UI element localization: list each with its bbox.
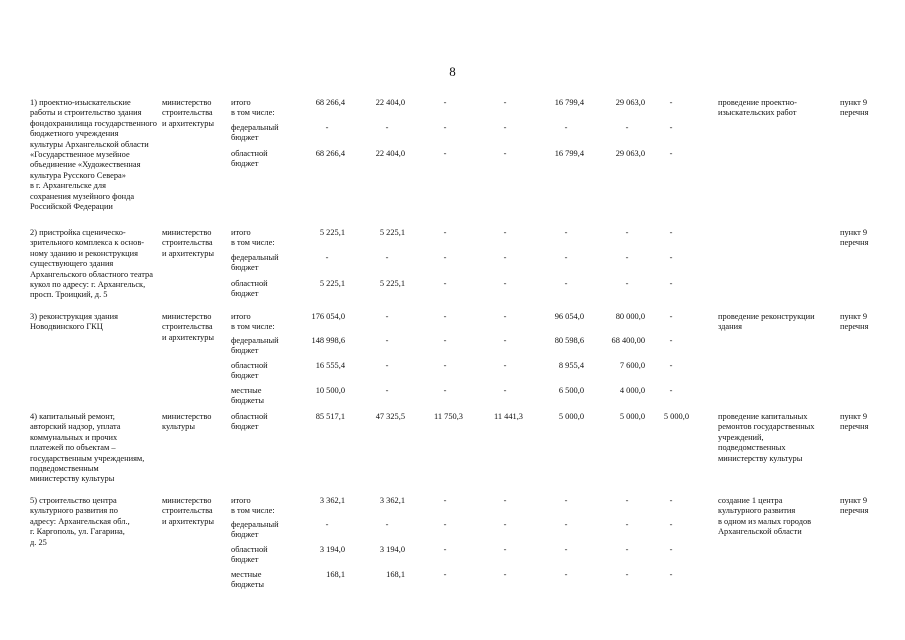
amount-cell: - — [443, 386, 447, 395]
funding-source-line: бюджет — [231, 159, 259, 169]
funding-source-line: бюджет — [231, 371, 259, 381]
measure-name-line: Архангельского областного театра — [30, 269, 153, 279]
amount-cell: - — [625, 228, 629, 237]
amount-cell: - — [443, 228, 447, 237]
measure-name-line: 3) реконструкция здания — [30, 312, 118, 321]
amount-cell: - — [385, 123, 389, 132]
measure-name-line: 2) пристройка сценическо- — [30, 228, 126, 237]
expected-result-line: министерству культуры — [718, 453, 803, 463]
amount-cell: - — [669, 98, 673, 107]
funding-source-line: федеральный — [231, 123, 279, 132]
expected-result-line: здания — [718, 322, 742, 332]
amount-cell: - — [443, 312, 447, 321]
executor-line: строительства — [162, 506, 213, 516]
amount-cell: - — [503, 570, 507, 579]
executor — [162, 412, 230, 433]
reference — [840, 312, 890, 333]
funding-source-line: областной — [231, 149, 268, 158]
amount-cell: 80 000,0 — [615, 312, 645, 321]
amount-cell: 29 063,0 — [615, 149, 645, 158]
amount-cell: 16 555,4 — [315, 361, 345, 370]
amount-cell: - — [564, 520, 568, 529]
measure-name-line: существующего здания — [30, 259, 114, 269]
funding-source-line: в том числе: — [231, 238, 275, 248]
measure-name-line: ному зданию и реконструкция — [30, 248, 138, 258]
executor-line: строительства — [162, 108, 213, 118]
funding-source-line: бюджет — [231, 263, 259, 273]
amount-cell: 8 955,4 — [558, 361, 584, 370]
amount-cell: - — [503, 279, 507, 288]
amount-cell: 10 500,0 — [315, 386, 345, 395]
funding-source-line: в том числе: — [231, 322, 275, 332]
amount-cell: - — [385, 386, 389, 395]
measure-name-line: д. 25 — [30, 537, 47, 547]
amount-cell: - — [325, 253, 329, 262]
amount-cell: - — [385, 312, 389, 321]
funding-source-line: местные — [231, 386, 262, 395]
amount-cell: - — [443, 570, 447, 579]
amount-cell: - — [443, 496, 447, 505]
amount-cell: 3 194,0 — [319, 545, 345, 554]
expected-result-line: проведение капитальных — [718, 412, 808, 421]
amount-cell: 96 054,0 — [554, 312, 584, 321]
amount-cell: - — [669, 570, 673, 579]
amount-cell: 11 750,3 — [433, 412, 463, 421]
amount-cell: - — [385, 520, 389, 529]
expected-result-line: создание 1 центра — [718, 496, 783, 505]
amount-cell: 5 000,0 — [558, 412, 584, 421]
amount-cell: - — [443, 279, 447, 288]
amount-cell: - — [385, 253, 389, 262]
measure-name-line: подведомственным — [30, 464, 99, 474]
funding-source-line: бюджет — [231, 555, 259, 565]
amount-cell: - — [443, 361, 447, 370]
amount-cell: 5 225,1 — [319, 279, 345, 288]
amount-cell: - — [503, 386, 507, 395]
amount-cell: - — [443, 123, 447, 132]
measure-name-line: 1) проектно-изыскательские — [30, 98, 131, 107]
executor-line: и архитектуры — [162, 248, 215, 258]
amount-cell: 7 600,0 — [619, 361, 645, 370]
reference-line: пункт 9 — [840, 98, 868, 107]
measure-name-line: бюджетного учреждения — [30, 129, 119, 139]
measure-name-line: зрительного комплекса к основ- — [30, 238, 145, 248]
measure-name-line: «Государственное музейное — [30, 150, 130, 160]
funding-source-line: бюджет — [231, 422, 259, 432]
measure-name-line: кукол по адресу: г. Архангельск, — [30, 280, 146, 290]
funding-source-line: федеральный — [231, 520, 279, 529]
expected-result-line: Архангельской области — [718, 527, 802, 537]
measure-name-line: объединение «Художественная — [30, 160, 141, 170]
amount-cell: - — [325, 123, 329, 132]
funding-source-line: бюджет — [231, 530, 259, 540]
amount-cell: - — [443, 98, 447, 107]
amount-cell: - — [669, 361, 673, 370]
amount-cell: 5 000,0 — [663, 412, 689, 421]
reference-line: пункт 9 — [840, 228, 868, 237]
amount-cell: - — [625, 496, 629, 505]
amount-cell: - — [669, 279, 673, 288]
amount-cell: - — [503, 520, 507, 529]
expected-result-line: культурного развития — [718, 506, 796, 516]
amount-cell: 29 063,0 — [615, 98, 645, 107]
amount-cell: 6 500,0 — [558, 386, 584, 395]
amount-cell: - — [564, 570, 568, 579]
measure-name-line: авторский надзор, уплата — [30, 422, 121, 432]
amount-cell: - — [443, 336, 447, 345]
amount-cell: - — [503, 336, 507, 345]
measure-name-line: государственным учреждениям, — [30, 453, 145, 463]
amount-cell: - — [625, 545, 629, 554]
funding-source-line: областной — [231, 545, 268, 554]
measure-name-line: фондохранилища государственного — [30, 118, 157, 128]
measure-name-line: коммунальных и прочих — [30, 432, 118, 442]
funding-source-line: местные — [231, 570, 262, 579]
amount-cell: - — [669, 312, 673, 321]
amount-cell: - — [443, 545, 447, 554]
amount-cell: 5 000,0 — [619, 412, 645, 421]
reference-line: перечня — [840, 322, 869, 332]
amount-cell: - — [503, 123, 507, 132]
amount-cell: 148 998,6 — [311, 336, 345, 345]
executor-line: и архитектуры — [162, 118, 215, 128]
reference-line: перечня — [840, 422, 869, 432]
page-number: 8 — [449, 64, 456, 79]
amount-cell: - — [625, 520, 629, 529]
amount-cell: - — [625, 123, 629, 132]
funding-source-line: областной — [231, 361, 268, 370]
amount-cell: - — [564, 123, 568, 132]
amount-cell: 22 404,0 — [375, 98, 405, 107]
amount-cell: - — [669, 520, 673, 529]
reference — [840, 412, 890, 433]
amount-cell: - — [503, 361, 507, 370]
measure-name-line: Новодвинского ГКЦ — [30, 322, 103, 332]
amount-cell: - — [503, 98, 507, 107]
funding-source-line: бюджеты — [231, 396, 265, 406]
funding-source-line: в том числе: — [231, 506, 275, 516]
measure-name — [30, 228, 162, 301]
amount-cell: - — [503, 545, 507, 554]
amount-cell: 16 799,4 — [554, 98, 584, 107]
amount-cell: - — [669, 253, 673, 262]
amount-cell: 16 799,4 — [554, 149, 584, 158]
amount-cell: 47 325,5 — [375, 412, 405, 421]
amount-cell: - — [443, 149, 447, 158]
measure-name-line: культуры Архангельской области — [30, 139, 149, 149]
executor — [162, 98, 230, 129]
amount-cell: - — [503, 149, 507, 158]
amount-cell: 5 225,1 — [319, 228, 345, 237]
amount-cell: - — [564, 253, 568, 262]
expected-result — [718, 312, 840, 333]
funding-source-line: итого — [231, 98, 251, 107]
amount-cell: - — [669, 123, 673, 132]
expected-result — [718, 496, 840, 538]
expected-result-line: в одном из малых городов — [718, 516, 812, 526]
reference-line: перечня — [840, 238, 869, 248]
executor-line: строительства — [162, 322, 213, 332]
funding-source-line: итого — [231, 228, 251, 237]
funding-source — [231, 520, 301, 541]
measure-name-line: 4) капитальный ремонт, — [30, 412, 115, 421]
amount-cell: 80 598,6 — [554, 336, 584, 345]
amount-cell: - — [503, 253, 507, 262]
reference-line: пункт 9 — [840, 496, 868, 505]
funding-source-line: областной — [231, 412, 268, 421]
reference — [840, 496, 890, 517]
executor-line: культуры — [162, 422, 195, 432]
measure-name-line: адресу: Архангельская обл., — [30, 516, 130, 526]
funding-source-line: итого — [231, 312, 251, 321]
measure-name — [30, 312, 162, 333]
expected-result-line: ремонтов государственных — [718, 422, 815, 432]
amount-cell: - — [503, 312, 507, 321]
measure-name-line: платежей по объектам – — [30, 443, 116, 453]
expected-result — [718, 412, 840, 464]
reference-line: пункт 9 — [840, 412, 868, 421]
funding-source-line: бюджеты — [231, 580, 265, 590]
amount-cell: - — [564, 228, 568, 237]
expected-result-line: изыскательских работ — [718, 108, 797, 118]
expected-result — [718, 98, 840, 119]
measure-name-line: культурного развития по — [30, 506, 118, 516]
funding-source-line: бюджет — [231, 346, 259, 356]
reference — [840, 98, 890, 119]
amount-cell: 5 225,1 — [379, 228, 405, 237]
amount-cell: - — [385, 336, 389, 345]
executor-line: министерство — [162, 228, 212, 237]
measure-name-line: просп. Троицкий, д. 5 — [30, 290, 108, 300]
executor-line: и архитектуры — [162, 332, 215, 342]
amount-cell: 5 225,1 — [379, 279, 405, 288]
funding-source — [231, 253, 301, 274]
measure-name-line: министерству культуры — [30, 474, 115, 484]
funding-source-line: федеральный — [231, 336, 279, 345]
amount-cell: 68 266,4 — [315, 98, 345, 107]
amount-cell: 4 000,0 — [619, 386, 645, 395]
reference-line: пункт 9 — [840, 312, 868, 321]
measure-name-line: 5) строительство центра — [30, 496, 117, 505]
funding-source — [231, 123, 301, 144]
amount-cell: - — [669, 336, 673, 345]
amount-cell: 176 054,0 — [311, 312, 345, 321]
amount-cell: - — [503, 496, 507, 505]
reference-line: перечня — [840, 506, 869, 516]
measure-name-line: Российской Федерации — [30, 202, 113, 212]
amount-cell: - — [669, 228, 673, 237]
reference-line: перечня — [840, 108, 869, 118]
amount-cell: - — [385, 361, 389, 370]
amount-cell: 3 194,0 — [379, 545, 405, 554]
funding-source-line: федеральный — [231, 253, 279, 262]
funding-source-line: бюджет — [231, 133, 259, 143]
amount-cell: - — [625, 570, 629, 579]
measure-name — [30, 496, 162, 548]
measure-name-line: в г. Архангельске для — [30, 181, 106, 191]
amount-cell: - — [669, 149, 673, 158]
amount-cell: 3 362,1 — [379, 496, 405, 505]
amount-cell: 11 441,3 — [493, 412, 523, 421]
executor — [162, 312, 230, 343]
measure-name — [30, 412, 162, 485]
expected-result-line: подведомственных — [718, 443, 786, 453]
executor — [162, 496, 230, 527]
amount-cell: - — [564, 496, 568, 505]
amount-cell: - — [325, 520, 329, 529]
executor-line: министерство — [162, 412, 212, 421]
funding-source-line: итого — [231, 496, 251, 505]
measure-name-line: культура Русского Севера» — [30, 170, 126, 180]
amount-cell: 168,1 — [326, 570, 345, 579]
amount-cell: - — [564, 545, 568, 554]
amount-cell: 22 404,0 — [375, 149, 405, 158]
executor-line: строительства — [162, 238, 213, 248]
measure-name-line: г. Каргополь, ул. Гагарина, — [30, 527, 125, 537]
amount-cell: 168,1 — [386, 570, 405, 579]
amount-cell: - — [669, 386, 673, 395]
amount-cell: - — [669, 545, 673, 554]
amount-cell: 68 400,00 — [611, 336, 645, 345]
amount-cell: - — [669, 496, 673, 505]
measure-name-line: работы и строительство здания — [30, 108, 142, 118]
amount-cell: 68 266,4 — [315, 149, 345, 158]
executor-line: министерство — [162, 496, 212, 505]
amount-cell: - — [564, 279, 568, 288]
executor-line: и архитектуры — [162, 516, 215, 526]
amount-cell: - — [625, 279, 629, 288]
amount-cell: - — [503, 228, 507, 237]
executor-line: министерство — [162, 312, 212, 321]
amount-cell: 85 517,1 — [315, 412, 345, 421]
executor-line: министерство — [162, 98, 212, 107]
measure-name-line: сохранения музейного фонда — [30, 191, 135, 201]
funding-source-line: областной — [231, 279, 268, 288]
reference — [840, 228, 890, 249]
expected-result-line: проведение реконструкции — [718, 312, 815, 321]
funding-source-line: в том числе: — [231, 108, 275, 118]
amount-cell: 3 362,1 — [319, 496, 345, 505]
executor — [162, 228, 230, 259]
amount-cell: - — [625, 253, 629, 262]
amount-cell: - — [443, 520, 447, 529]
expected-result-line: учреждений, — [718, 432, 764, 442]
expected-result-line: проведение проектно- — [718, 98, 797, 107]
measure-name — [30, 98, 162, 212]
funding-source-line: бюджет — [231, 289, 259, 299]
amount-cell: - — [443, 253, 447, 262]
